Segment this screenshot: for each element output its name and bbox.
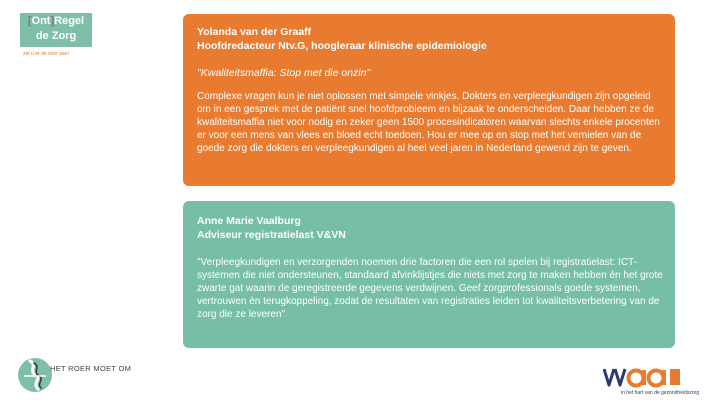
- vvaa-logo-icon: [603, 365, 681, 389]
- roer-logo-icon: [16, 355, 54, 393]
- ontregel-tagline: zet u er de voor aan!: [23, 51, 69, 57]
- quote-card-vaalburg: [183, 201, 675, 348]
- roer-wordmark: HET ROER MOET OM: [50, 364, 132, 373]
- speaker-role: Hoofdredacteur Ntv.G, hoogleraar klinische epidemiologie: [197, 40, 487, 52]
- speaker-role: Adviseur registratielast V&VN: [197, 229, 346, 241]
- ontregel-logo-line2: de Zorg: [35, 30, 77, 42]
- speaker-name: Anne Marie Vaalburg: [197, 215, 301, 227]
- quote-card-graaff: [183, 14, 675, 186]
- quote-body: "Verpleegkundigen en verzorgenden noemen drie factoren die een rol spelen bij registratielast: ICT-systemen die niet ondersteunen, standaard afvinklijstjes die niets met zorg te maken hebben én het grote zwarte gat waarin de geregistreerde gegevens verdwijnen. Geef zorgprofessionals goede systemen, vertrouwen èn terugkoppeling, zodat de resultaten van registraties leiden tot kwaliteitsverbetering van de zorg die ze leveren": [197, 257, 663, 321]
- speaker-name: Yolanda van der Graaff: [197, 26, 312, 38]
- vvaa-tagline: in het hart van de gezondheidszorg: [621, 390, 700, 396]
- ontregel-logo-line1: [Ont]Regel: [27, 15, 85, 27]
- quote-title: "Kwaliteitsmaffia: Stop met die onzin": [197, 67, 371, 79]
- quote-body: Complexe vragen kun je niet oplossen met simpele vinkjes. Dokters en verpleegkundigen zijn opgeleid om in een gesprek met de patiënt snel hoofdprobleem en bijzaak te onderscheiden. Daar hebben ze de kwaliteitsmaffia niet voor nodig en zeker geen 1500 procesindicatoren waarvan slechts enkele procenten er voor een mens van vlees en bloed echt toedoen. Hou er mee op en stop met het vernielen van de goede zorg die dokters en verpleegkundigen al heel veel jaren in Nederland gewend zijn te geven.: [197, 91, 660, 155]
- ontregel-logo: [20, 13, 92, 47]
